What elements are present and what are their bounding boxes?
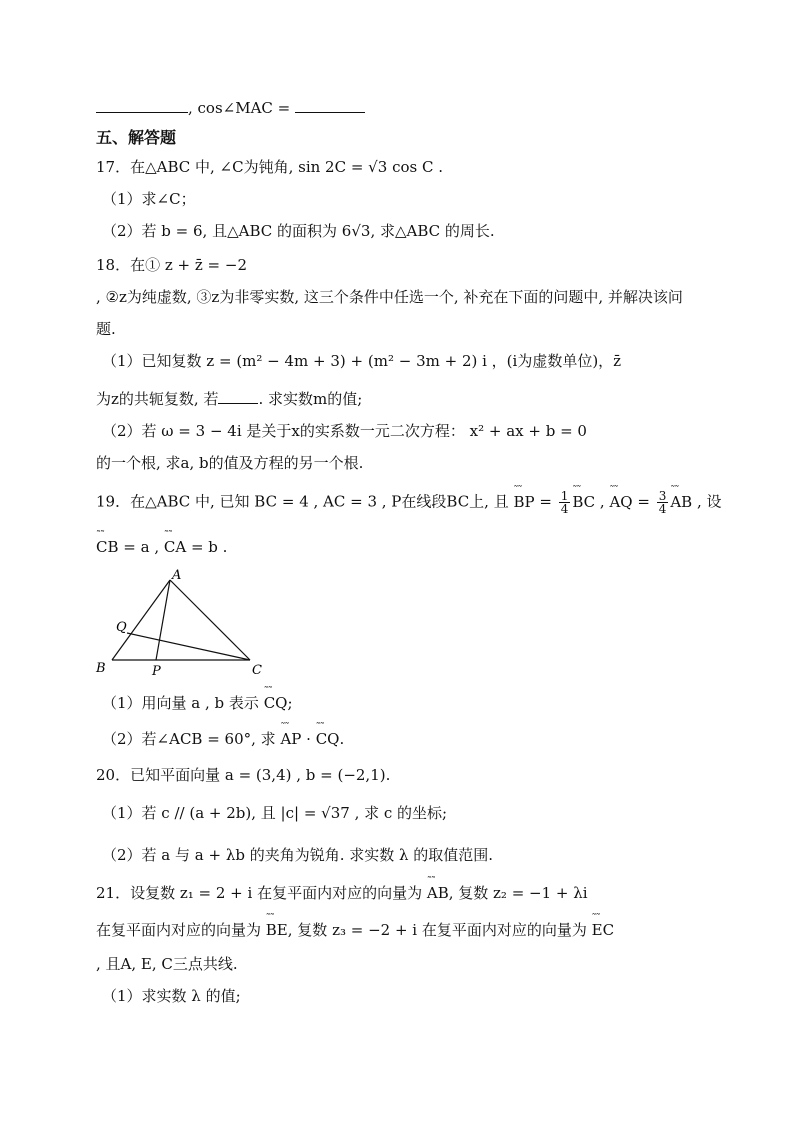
q19-part1: （1）用向量 a , b 表示 ˜˜ CQ; (102, 693, 293, 713)
cos-mac-label: , cos∠MAC = (188, 99, 291, 117)
answer-blank[interactable] (218, 387, 258, 404)
q20-part2: （2）若 a 与 a + λb 的夹角为锐角. 求实数 λ 的取值范围. (102, 846, 494, 864)
sqrt-3: √3 (368, 158, 388, 176)
q19-part2: （2）若∠ACB = 60°, 求 ˜˜ AP · ˜˜ CQ. (102, 729, 344, 749)
q21-stem: 21．设复数 z₁ = 2 + i 在复平面内对应的向量为 ˜˜ AB, 复数 z₂ = −1 + λi (96, 883, 588, 903)
vector-be: ˜˜ BE (266, 920, 288, 940)
fraction-3-4: $\frac{3}{4}$ (658, 489, 667, 516)
answer-blank[interactable] (295, 96, 365, 113)
vector-cq: ˜˜ CQ (264, 693, 288, 713)
segment-ap (156, 580, 170, 660)
q18-part2-cont: 的一个根, 求a, b的值及方程的另一个根. (96, 454, 364, 472)
vector-cb: ˜˜ CB (96, 537, 119, 557)
q21-part1: （1）求实数 λ 的值; (102, 987, 241, 1005)
fraction-1-4: $\frac{1}{4}$ (560, 489, 569, 516)
vector-ec: ˜˜ EC (592, 920, 614, 940)
q18-line2: , ②z为纯虚数, ③z为非零实数, 这三个条件中任选一个, 补充在下面的问题中, 并解决该问 (96, 288, 683, 306)
q20-stem: 20．已知平面向量 a = (3,4) , b = (−2,1). (96, 766, 391, 784)
q17-part1: （1）求∠C； (102, 190, 196, 208)
side-ac (170, 580, 250, 660)
triangle-figure (90, 566, 280, 678)
q17-stem: 17．在△ABC 中, ∠C为钝角, sin 2C = √3 cos C . (96, 158, 443, 176)
label-c: C (252, 663, 262, 678)
q21-line3: , 且A, E, C三点共线. (96, 955, 238, 973)
q18-part2: （2）若 ω = 3 − 4i 是关于x的实系数一元二次方程： x² + ax + b = 0 (102, 422, 587, 440)
vector-bp: ˜˜ BP (513, 492, 534, 512)
q18-part1-cont: 为z的共轭复数, 若 . 求实数m的值; (96, 387, 362, 409)
q18-line3: 题. (96, 320, 116, 338)
vector-ab: ˜˜ AB (670, 492, 692, 512)
vector-bc: ˜˜ BC (572, 492, 595, 512)
q18-stem: 18．在① z + z̄ = −2 (96, 256, 247, 274)
vector-aq: ˜˜ AQ (609, 492, 632, 512)
vector-ap: ˜˜ AP (280, 729, 301, 749)
segment-cq (127, 633, 250, 660)
label-p: P (152, 664, 161, 678)
label-b: B (96, 661, 106, 676)
vector-cq: ˜˜ CQ (316, 729, 340, 749)
vector-ca: ˜˜ CA (164, 537, 186, 557)
q19-line2: ˜˜ CB = a , ˜˜ CA = b . (96, 537, 227, 557)
q18-part1: （1）已知复数 z = (m² − 4m + 3) + (m² − 3m + 2) i ，(i为虚数单位)，z̄ (102, 352, 622, 370)
vector-ab: ˜˜ AB (427, 883, 449, 903)
q21-line2: 在复平面内对应的向量为 ˜˜ BE, 复数 z₃ = −2 + i 在复平面内对应的向量为 ˜˜ EC (96, 920, 614, 940)
q16-tail-line (96, 96, 365, 118)
answer-blank[interactable] (96, 96, 188, 113)
q17-part2: （2）若 b = 6, 且△ABC 的面积为 6√3, 求△ABC 的周长. (102, 222, 495, 240)
q20-part1: （1）若 c // (a + 2b), 且 |c| = √37 , 求 c 的坐标; (102, 804, 448, 822)
label-a: A (172, 568, 182, 583)
label-q: Q (116, 620, 127, 635)
section-heading: 五、解答题 (96, 128, 177, 147)
q19-stem: 19．在△ABC 中, 已知 BC = 4 , AC = 3 , P在线段BC上, 且 ˜˜ BP = $\frac{1}{4}$ ˜˜ BC , ˜˜ AQ = $\frac{3}{4}$ ˜˜ AB , 设 (96, 490, 722, 515)
